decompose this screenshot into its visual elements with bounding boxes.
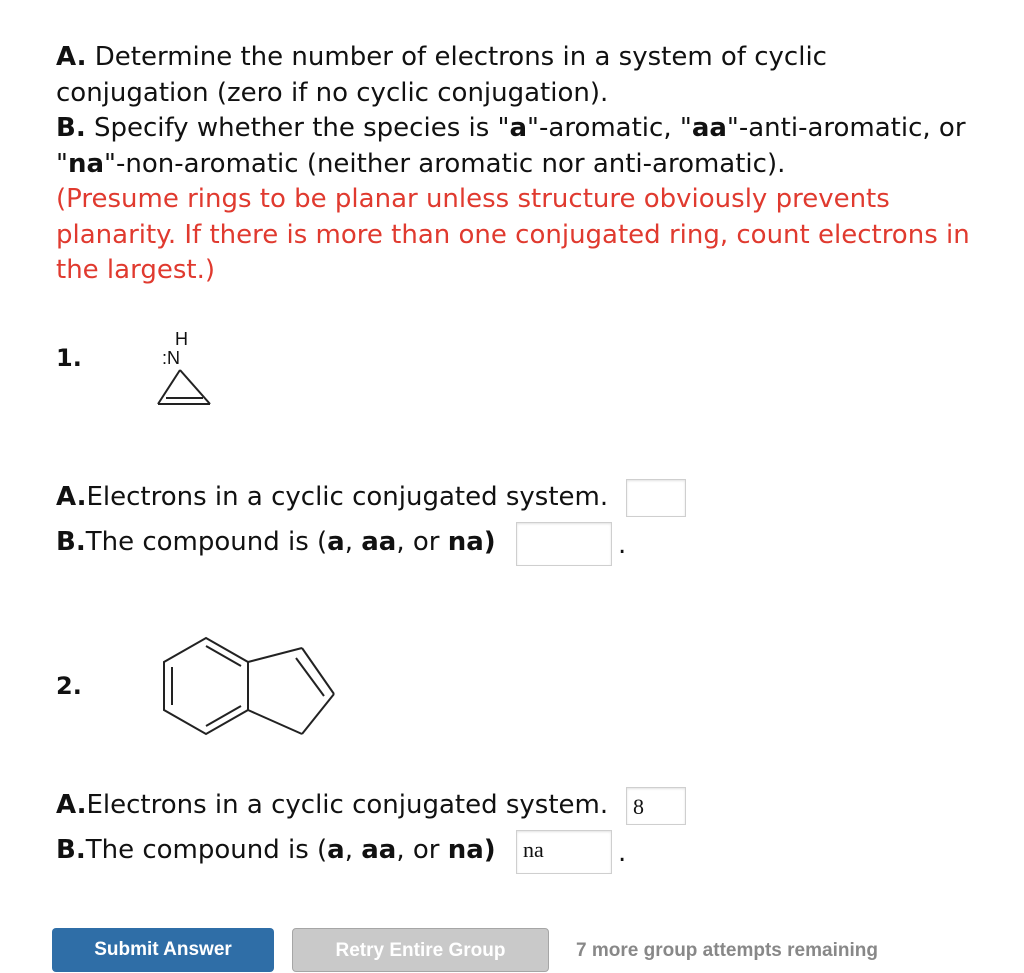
atom-h-label: H <box>175 329 188 349</box>
q1-electrons-line: A.Electrons in a cyclic conjugated system. <box>56 482 609 512</box>
five-ring-bond-lower-right <box>302 694 334 734</box>
benzene-ring <box>164 638 248 734</box>
planarity-note: (Presume rings to be planar unless structure obviously prevents planarity. If there is more than one conjugated ring, count electrons in the largest.) <box>56 184 970 285</box>
five-ring-bond-bottom <box>248 710 302 734</box>
atom-n-label: :N <box>162 348 180 368</box>
question-2-number: 2. <box>56 672 82 700</box>
instruction-b: B. Specify whether the species is "a"-aromatic, "aa"-anti-aromatic, or "na"-non-aromatic (neither aromatic nor anti-aromatic). <box>56 113 966 179</box>
q2-electrons-input[interactable]: 8 <box>626 787 686 825</box>
q2-electrons-line: A.Electrons in a cyclic conjugated system. <box>56 790 609 820</box>
q2-period: . <box>618 838 627 868</box>
q1-electrons-input[interactable] <box>626 479 686 517</box>
q2-compound-line: B.The compound is (a, aa, or na) <box>56 835 496 865</box>
aziridine-structure <box>148 326 228 416</box>
submit-answer-button[interactable]: Submit Answer <box>52 928 274 972</box>
attempts-remaining-text: 7 more group attempts remaining <box>576 940 878 961</box>
q1-compound-line: B.The compound is (a, aa, or na) <box>56 527 496 557</box>
instruction-a: A. Determine the number of electrons in a system of cyclic conjugation (zero if no cyclic conjugation). <box>56 42 827 108</box>
five-ring-double-bond <box>296 658 324 696</box>
q2-compound-input[interactable]: na <box>516 830 612 874</box>
instructions <box>56 40 976 289</box>
q1-period: . <box>618 530 627 560</box>
isoindene-structure <box>148 628 348 760</box>
retry-entire-group-button[interactable]: Retry Entire Group <box>292 928 549 972</box>
question-1-number: 1. <box>56 344 82 372</box>
five-ring-bond-top <box>248 648 302 662</box>
q1-compound-input[interactable] <box>516 522 612 566</box>
